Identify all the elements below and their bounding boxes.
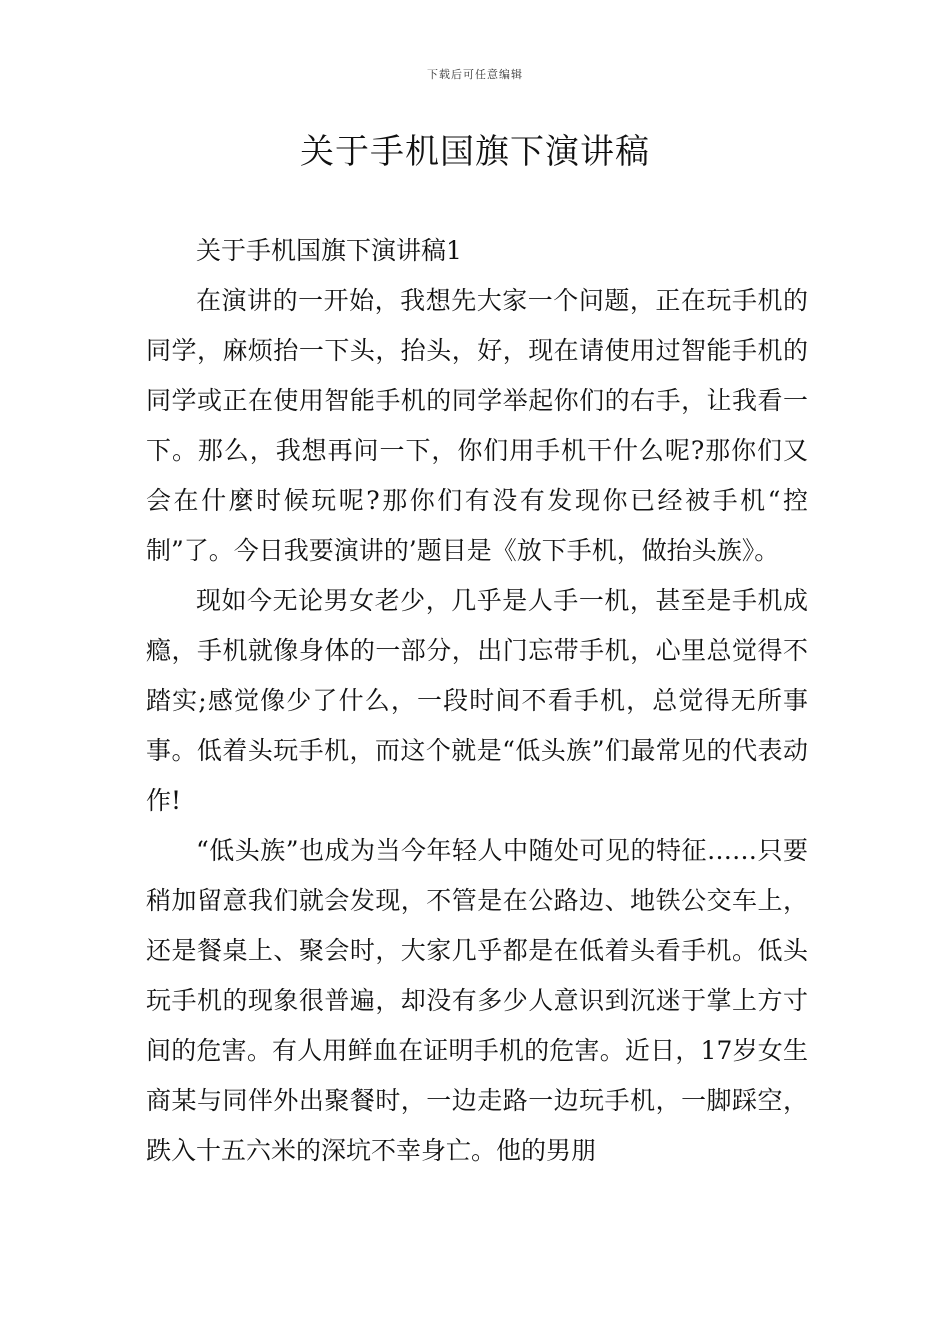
paragraph-2: 现如今无论男女老少，几乎是人手一机，甚至是手机成瘾，手机就像身体的一部分，出门忘带手机，心里总觉得不踏实;感觉像少了什么，一段时间不看手机，总觉得无所事事。低着头玩手机，而这个就是“低头族”们最常见的代表动作! xyxy=(146,586,808,815)
document-body xyxy=(146,226,808,1176)
document-title: 关于手机国旗下演讲稿 xyxy=(300,132,650,172)
section-heading: 关于手机国旗下演讲稿1 xyxy=(196,236,462,265)
paragraph-3: “低头族”也成为当今年轻人中随处可见的特征……只要稍加留意我们就会发现，不管是在公路边、地铁公交车上，还是餐桌上、聚会时，大家几乎都是在低着头看手机。低头玩手机的现象很普遍，却没有多少人意识到沉迷于掌上方寸间的危害。有人用鲜血在证明手机的危害。近日，17岁女生商某与同伴外出聚餐时，一边走路一边玩手机，一脚踩空，跌入十五六米的深坑不幸身亡。他的男朋 xyxy=(146,836,808,1165)
paragraph-1: 在演讲的一开始，我想先大家一个问题，正在玩手机的同学，麻烦抬一下头，抬头，好，现在请使用过智能手机的同学或正在使用智能手机的同学举起你们的右手，让我看一下。那么，我想再问一下，你们用手机干什么呢?那你们又会在什麼时候玩呢?那你们有没有发现你已经被手机“控制”了。今日我要演讲的’题目是《放下手机，做抬头族》。 xyxy=(146,286,808,565)
header-note: 下载后可任意编辑 xyxy=(427,68,523,81)
